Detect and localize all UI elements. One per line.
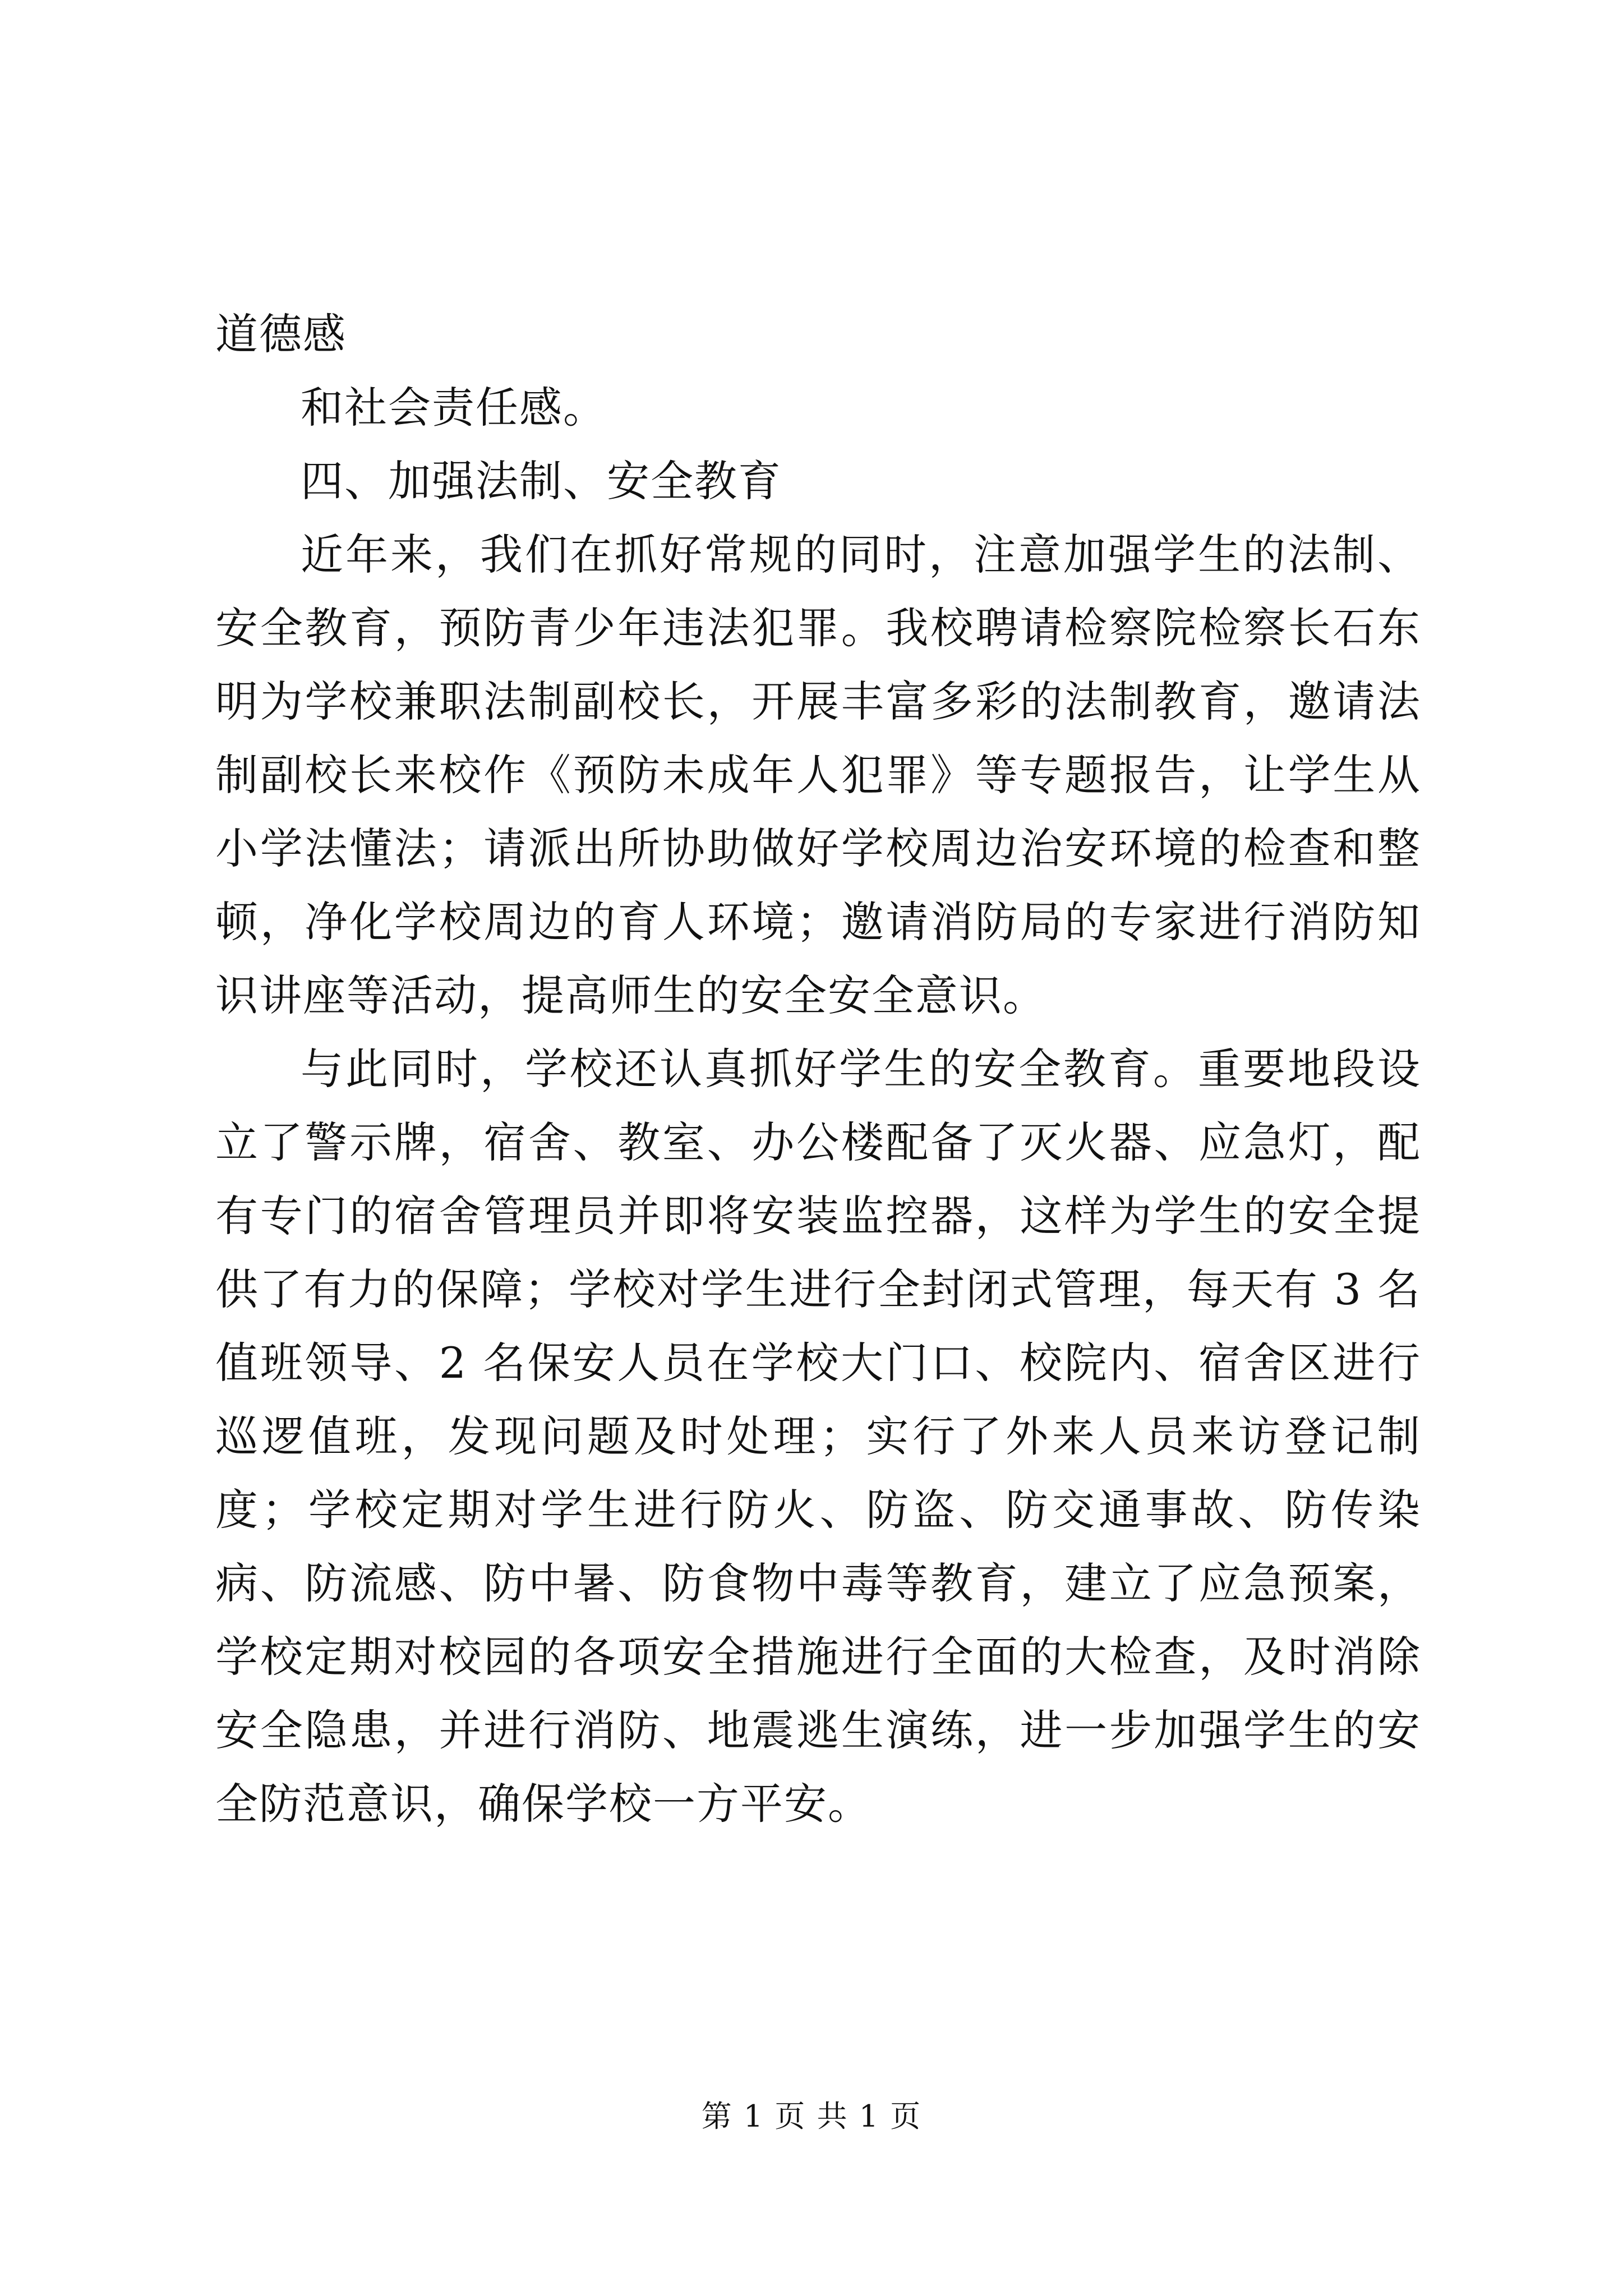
page-number-footer: 第 1 页 共 1 页 (701, 2099, 922, 2134)
paragraph-continuation: 道德感 (215, 309, 347, 359)
paragraph-responsibility: 和社会责任感。 (301, 383, 607, 432)
paragraph-legal-education: 近年来，我们在抓好常规的同时，注意加强学生的法制、安全教育，预防青少年违法犯罪。我校聘请检察院检察长石东明为学校兼职法制副校长，开展丰富多彩的法制教育，邀请法制副校长来校作《预防未成年人犯罪》等专题报告，让学生从小学法懂法；请派出所协助做好学校周边治安环境的检查和整顿，净化学校周边的育人环境；邀请消防局的专家进行消防知识讲座等活动，提高师生的安全安全意识。 (215, 530, 1421, 1020)
section-heading-legal-safety: 四、加强法制、安全教育 (301, 456, 782, 506)
document-body (215, 297, 1421, 1841)
paragraph-safety-education: 与此同时，学校还认真抓好学生的安全教育。重要地段设立了警示牌，宿舍、教室、办公楼配备了灭火器、应急灯，配有专门的宿舍管理员并即将安装监控器，这样为学生的安全提供了有力的保障；学校对学生进行全封闭式管理，每天有 3 名值班领导、2 名保安人员在学校大门口、校院内、宿舍区进行巡逻值班，发现问题及时处理；实行了外来人员来访登记制度；学校定期对学生进行防火、防盗、防交通事故、防传染病、防流感、防中暑、防食物中毒等教育，建立了应急预案，学校定期对校园的各项安全措施进行全面的大检查，及时消除安全隐患，并进行消防、地震逃生演练，进一步加强学生的安全防范意识，确保学校一方平安。 (215, 1044, 1421, 1829)
